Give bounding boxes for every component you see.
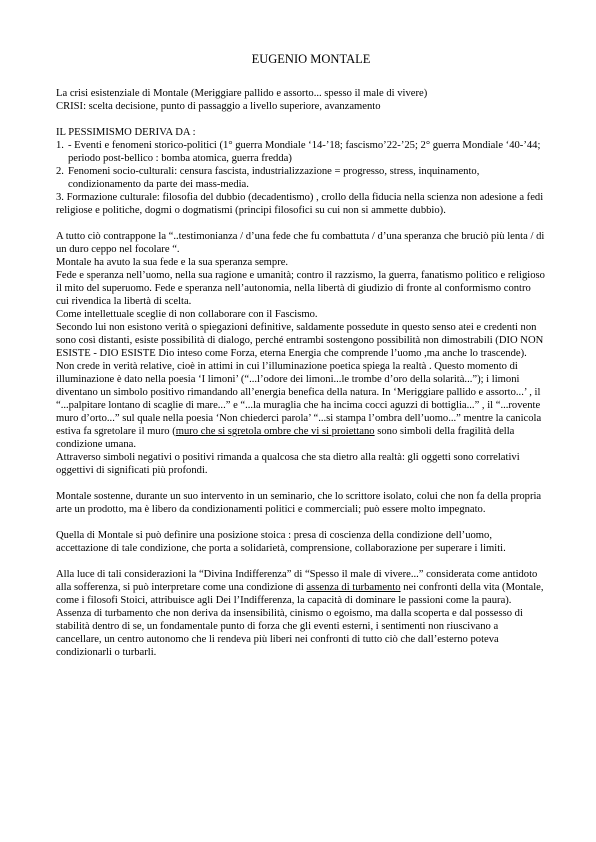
spacer	[56, 477, 546, 490]
item-text: Fenomeni socio-culturali: censura fascista, industrializzazione = progresso, stress, inquinamento, condizionamento da parte dei mass-media.	[68, 166, 480, 190]
item-number: 3.	[56, 192, 64, 203]
paragraph-testimonianza: A tutto ciò contrappone la “..testimonianza / d’una fede che fu combattuta / d’una speranza che bruciò più lenta / di un duro ceppo nel focolare “.	[56, 231, 545, 255]
item-text: Formazione culturale: filosofia del dubbio (decadentismo) , crollo della fiducia nella scienza non adesione a fedi religiose e politiche, dogmi o dogmatismi (principi filosofici su cui non si ammette dubbio).	[56, 192, 544, 216]
spacer	[56, 113, 546, 126]
item-number: 2.	[56, 166, 64, 177]
pessimism-item-1	[56, 139, 546, 165]
text-segment: Alla luce di tali considerazioni la “Divina Indifferenza” di “Spesso il male di vivere...” considerata come antidoto alla sofferenza, si può interpretare come una condizione di	[56, 569, 538, 593]
pessimism-item-2	[56, 165, 546, 191]
spacer	[56, 217, 546, 230]
item-text: - Eventi e fenomeni storico-politici (1° guerra Mondiale ‘14-’18; fascismo’22-’25; 2° guerra Mondiale ‘40-’44; periodo post-bellico : bomba atomica, guerra fredda)	[68, 140, 541, 164]
paragraph-indifferenza	[56, 568, 546, 607]
text-segment: nei confronti della vita (Montale, come i filosofi Stoici, attribuisce agli Dei l’Indifferenza, la capacità di dominare le passioni come la paura).	[56, 582, 544, 606]
spacer	[56, 555, 546, 568]
paragraph-fede-sempre: Montale ha avuto la sua fede e la sua speranza sempre.	[56, 257, 289, 268]
document-title: EUGENIO MONTALE	[251, 52, 371, 66]
underlined-text: muro che si sgretola ombre che vi si proiettano	[175, 426, 375, 437]
paragraph-verita	[56, 321, 546, 451]
spacer	[56, 516, 546, 529]
paragraph-stoica: Quella di Montale si può definire una posizione stoica : presa di coscienza della condizione dell’uomo, accettazione di tale condizione, che porta a solidarietà, comprensione, collaborazione per superare i limiti.	[56, 530, 506, 554]
paragraph-fascismo: Come intellettuale sceglie di non collaborare con il Fascismo.	[56, 309, 318, 320]
intro-line-1: La crisi esistenziale di Montale (Meriggiare pallido e assorto... spesso il male di vivere)	[56, 88, 428, 99]
pessimism-item-3	[56, 191, 546, 217]
paragraph-seminario: Montale sostenne, durante un suo intervento in un seminario, che lo scrittore isolato, colui che non fa della propria arte un prodotto, ma è libero da condizionamenti politici e commerciali; può essere molto impegnato.	[56, 491, 542, 515]
paragraph-assenza-turbamento: Assenza di turbamento che non deriva da insensibilità, cinismo o egoismo, ma dalla scoperta e dal possesso di stabilità dentro di se, un fondamentale punto di forza che gli eventi esterni, i sentimenti non riuscivano a cancellare, un centro autonomo che li rendeva più liberi nei confronti di tutto ciò che dall’esterno poteva condizionarli o turbarli.	[56, 608, 523, 658]
text-segment: sono simboli della fragilità della condizione umana.	[56, 426, 515, 450]
paragraph-simboli: Attraverso simboli negativi o positivi rimanda a qualcosa che sta dietro alla realtà: gli oggetti sono correlativi oggettivi di significati più profondi.	[56, 452, 520, 476]
text-segment: Secondo lui non esistono verità o spiegazioni definitive, saldamente possedute in questo senso atei e credenti non sono così distanti, esiste possibilità di dialogo, perché entrambi sostengono possibilità non dimostrabili (DIO NON ESISTE - DIO ESISTE Dio inteso come Forza, eterna Energia che comprende l’uomo ,ma anche lo trascende). Non crede in verità relative, cioè in attimi in cui l’illuminazione poetica spiega la realtà . Questo momento di illuminazione è dato nella poesia ‘I limoni’ (“...l’odore dei limoni...le trombe d’oro della solarità...”); i limoni diventano un simbolo positivo rimandando all’energia benefica della natura. In ‘Meriggiare pallido e assorto...’ , il “...palpitare lontano di scaglie di mare...” e “...la muraglia che ha incima cocci aguzzi di bottiglia...” , il “...rovente muro d’orto...” sul quale nella poesia ‘Non chiederci parola’ “...si stampa l’ombra dell’uomo...” mentre la canicola estiva fa sgretolare il muro (	[56, 322, 544, 437]
intro-line-2: CRISI: scelta decisione, punto di passaggio a livello superiore, avanzamento	[56, 101, 381, 112]
underlined-text: assenza di turbamento	[306, 582, 401, 593]
paragraph-fede-speranza: Fede e speranza nell’uomo, nella sua ragione e umanità; contro il razzismo, la guerra, fanatismo politico e religioso il mito del superuomo. Fede e speranza nell’autonomia, nella libertà di giudizio di fronte al conformismo contro cui rivendica la libertà di scelta.	[56, 270, 545, 307]
pessimism-heading: IL PESSIMISMO DERIVA DA :	[56, 127, 196, 138]
item-number: 1.	[56, 140, 64, 151]
